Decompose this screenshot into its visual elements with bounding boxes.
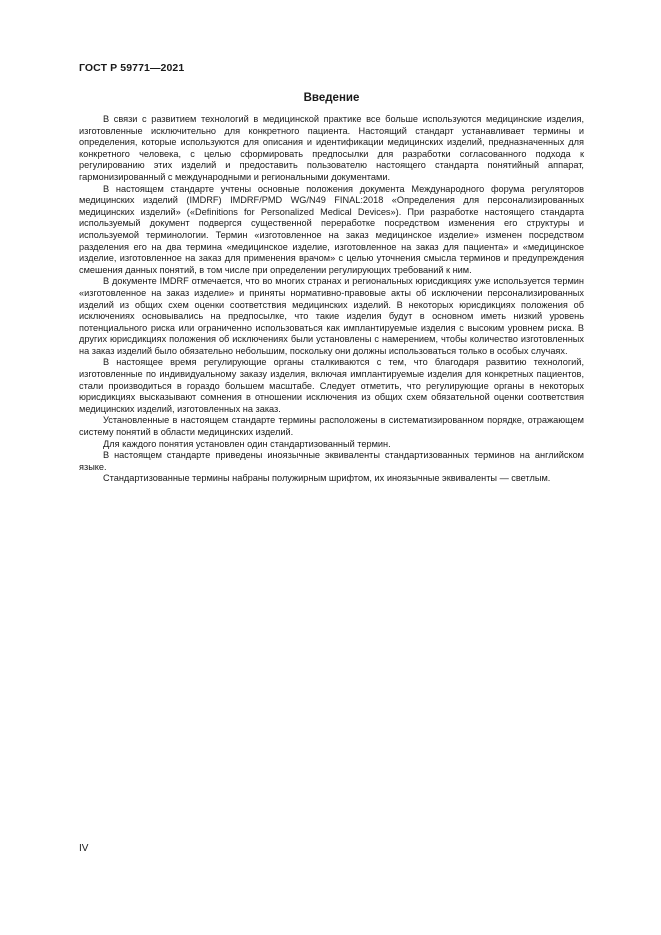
paragraph: В настоящее время регулирующие органы сталкиваются с тем, что благодаря развитию технологий, изготовленные по индивидуальному заказу изделия, включая имплантируемые изделия для конкретных пациентов, стали производиться в гораздо большем масштабе. Следует отметить, что регулирующие органы в некоторых юрисдикциях высказывают сомнения в отношении исключения из общих схем обязательной оценки соответствия медицинских изделий, изготовленных на заказ.: [79, 357, 584, 414]
document-number: ГОСТ Р 59771—2021: [79, 62, 185, 74]
paragraph: Для каждого понятия установлен один стандартизованный термин.: [103, 438, 391, 449]
paragraph: В настоящем стандарте учтены основные положения документа Международного форума регуляторов медицинских изделий (IMDRF) IMDRF/PMD WG/N49 FINAL:2018 «Определения для персонализированных медицинских изделий» («Definitions for Personalized Medical Devices»). При разработке настоящего стандарта используемый документ подвергся существенной переработке посредством изменения его структуры и используемой терминологии. Термин «изготовленное на заказ медицинское изделие» изменен посредством разделения его на два термина «медицинское изделие, изготовленное на заказ для пациента» и «медицинское изделие, изготовленное на заказ для применения врачом» с целью уточнения смысла терминов и предупреждения смешения данных понятий, в том числе при определении регулирующих требований к ним.: [79, 183, 584, 275]
page-number: IV: [79, 843, 89, 854]
paragraph: В документе IMDRF отмечается, что во многих странах и региональных юрисдикциях уже используется термин «изготовленное на заказ изделие» и приняты нормативно-правовые акты об исключении персонализированных изделий из общих схем оценки соответствия медицинских изделий. В некоторых юрисдикциях положения об исключениях основывались на предпосылке, что такие изделия будут в основном иметь низкий уровень потенциального риска или ограниченно использоваться как имплантируемые изделия с высоким уровнем риска. В других юрисдикциях положения об исключениях были установлены с намерением, чтобы количество изготовленных на заказ изделий было обязательно небольшим, поскольку они должны использоваться только в особых случаях.: [79, 276, 584, 356]
introduction-text: [79, 114, 584, 485]
section-title: Введение: [303, 92, 360, 104]
paragraph: Установленные в настоящем стандарте термины расположены в систематизированном порядке, отражающем систему понятий в области медицинских изделий.: [79, 415, 584, 438]
paragraph: Стандартизованные термины набраны полужирным шрифтом, их иноязычные эквиваленты — светлым.: [103, 473, 551, 484]
paragraph: В связи с развитием технологий в медицинской практике все больше используются медицинские изделия, изготовленные исключительно для конкретного пациента. Настоящий стандарт устанавливает термины и определения, которые используются для описания и идентификации медицинских изделий, предназначенных для конкретного человека, с целью сформировать предпосылки для разработки согласованного подхода к регулированию этих изделий и предоставить пользователю настоящего стандарта понятийный аппарат, гармонизированный с международными и региональными документами.: [79, 114, 584, 182]
paragraph: В настоящем стандарте приведены иноязычные эквиваленты стандартизованных терминов на английском языке.: [79, 450, 584, 472]
